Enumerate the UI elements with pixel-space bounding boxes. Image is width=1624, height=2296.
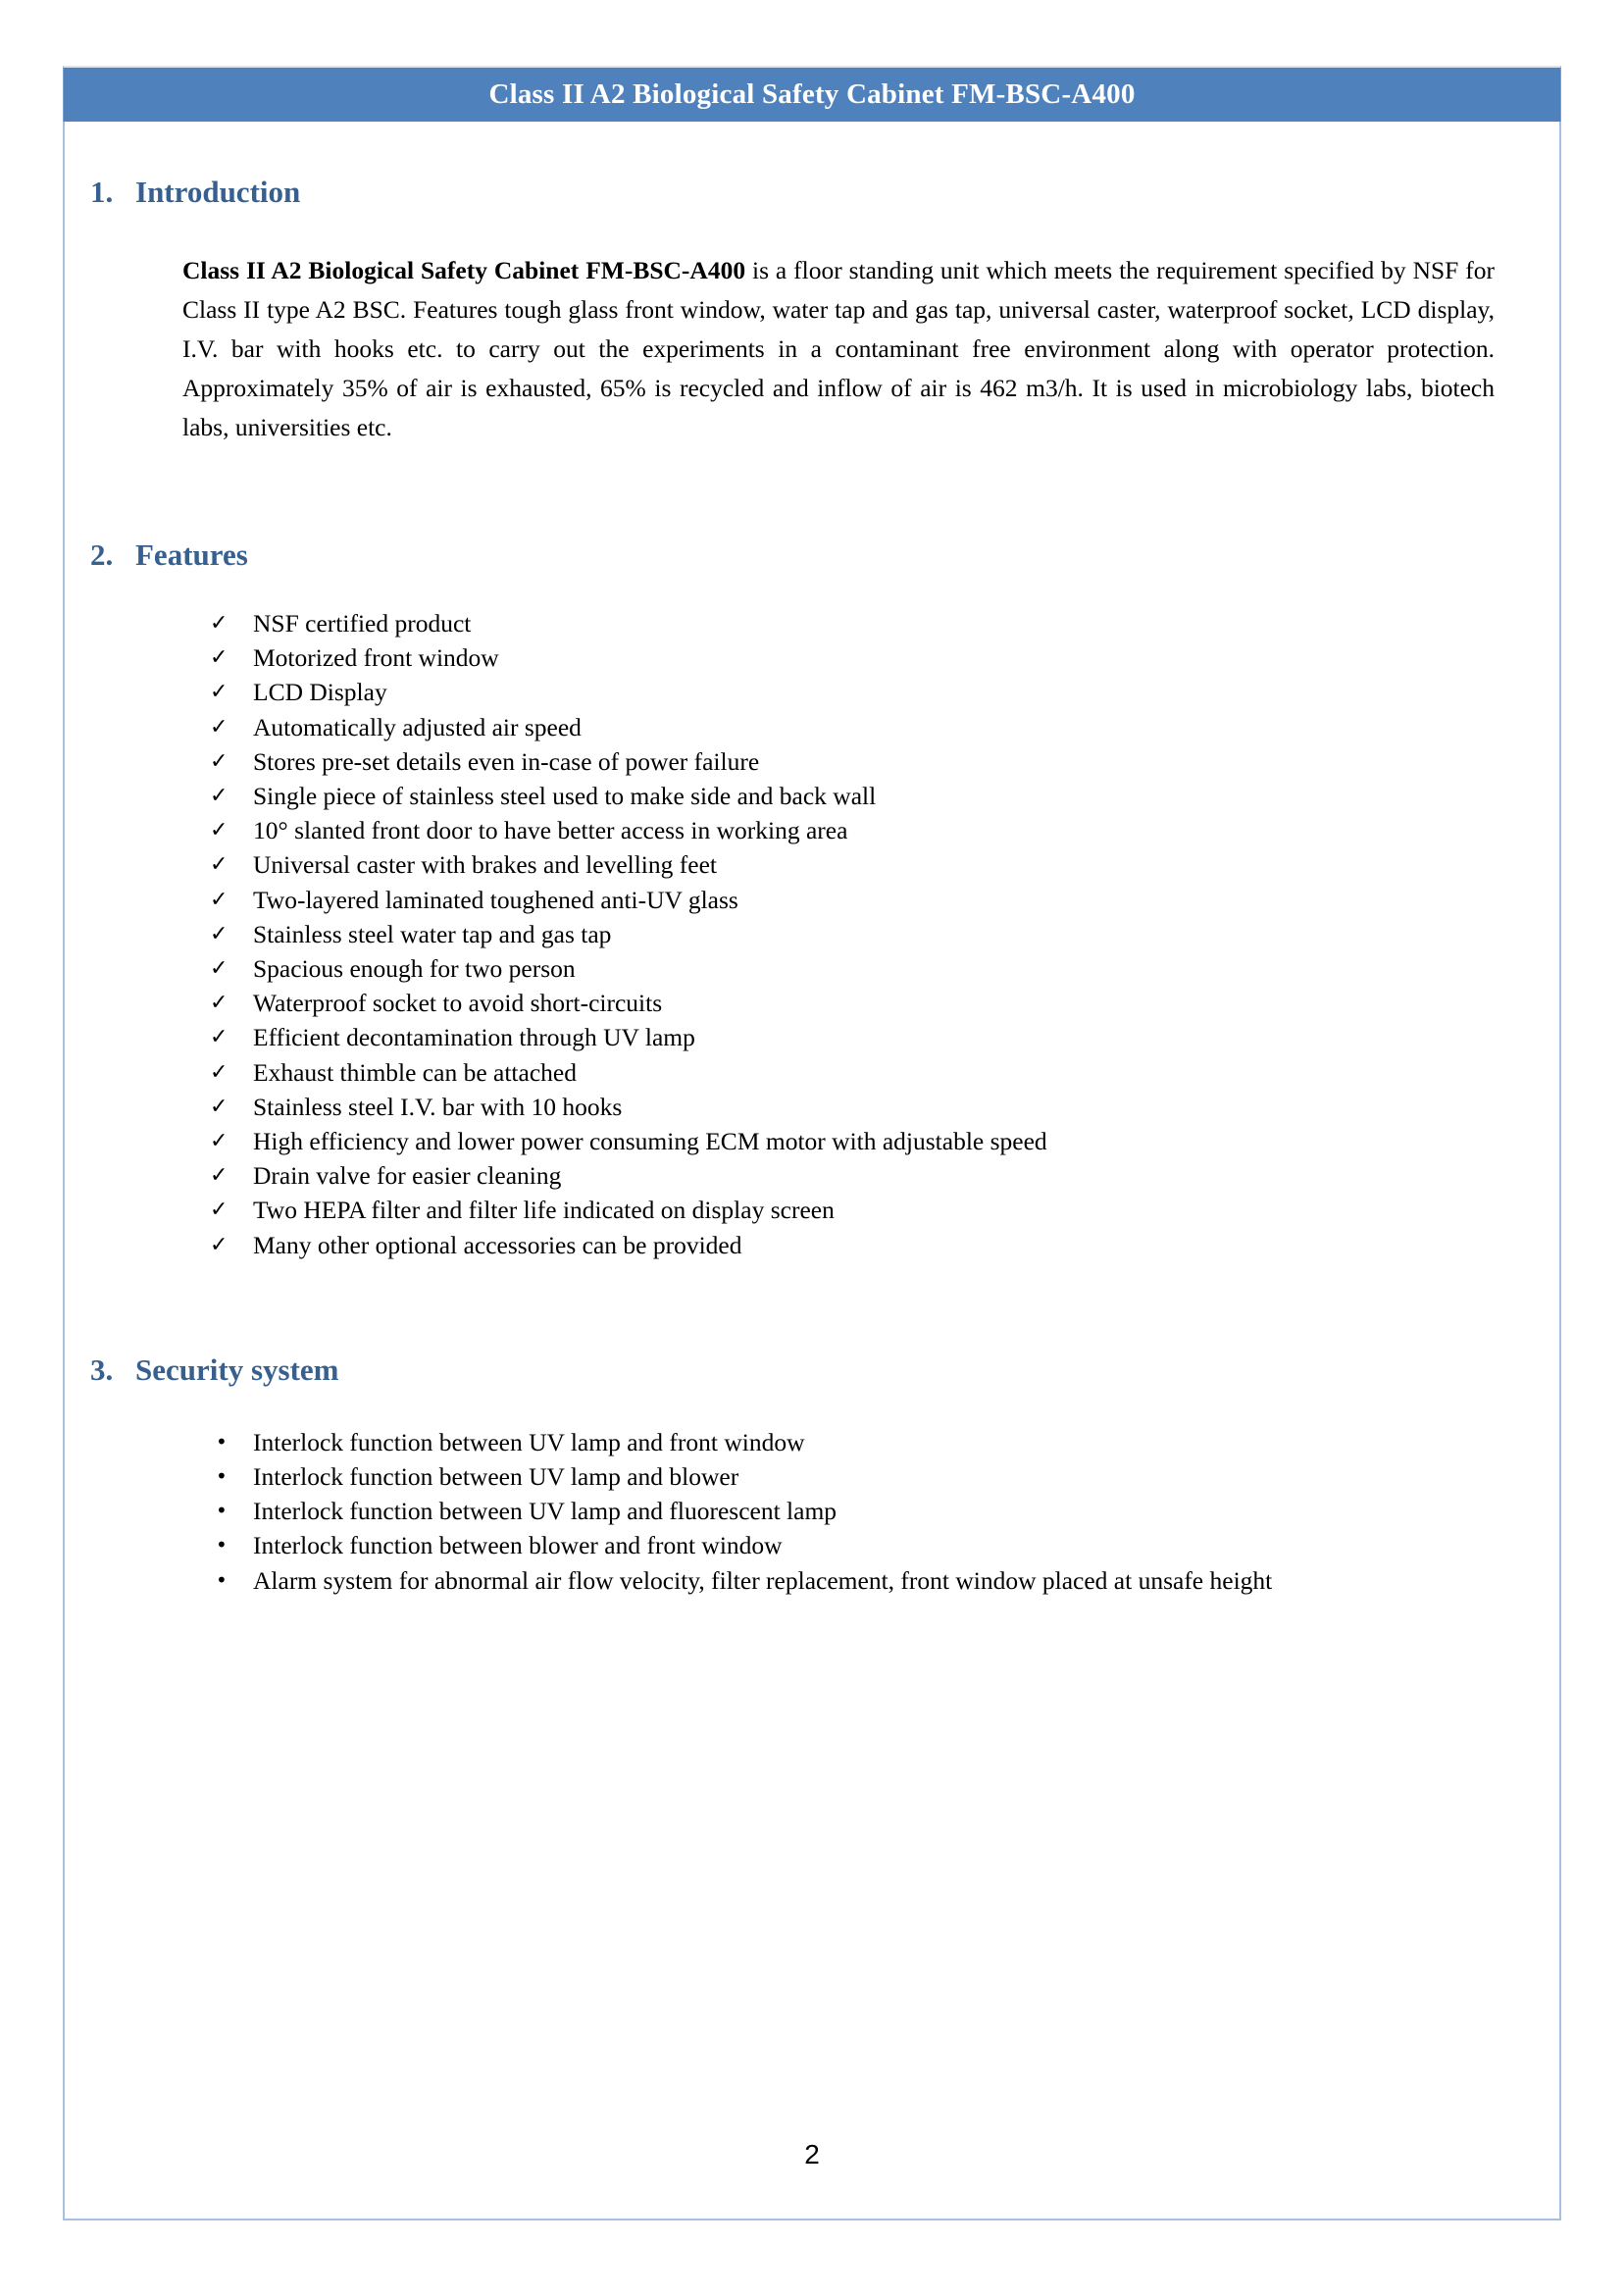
list-item (210, 1124, 1561, 1158)
list-item-label: Interlock function between blower and front window (253, 1531, 783, 1560)
document-header-band (63, 66, 1561, 122)
list-item (210, 1425, 1561, 1459)
checkmark-icon: ✓ (210, 991, 228, 1016)
list-item-label: Exhaust thimble can be attached (253, 1057, 577, 1087)
bullet-icon: • (216, 1499, 228, 1523)
list-item-label: Interlock function between UV lamp and front window (253, 1427, 805, 1456)
section-introduction (90, 175, 1561, 447)
list-item-label: 10° slanted front door to have better access in working area (253, 816, 848, 845)
checkmark-icon: ✓ (210, 1163, 228, 1189)
list-item-label: Universal caster with brakes and levelling feet (253, 850, 717, 880)
checkmark-icon: ✓ (210, 1059, 228, 1085)
document-title: Class II A2 Biological Safety Cabinet FM-BSC-A400 (488, 78, 1136, 110)
list-item-label: Waterproof socket to avoid short-circuits (253, 989, 663, 1018)
list-item-label: Stores pre-set details even in-case of power failure (253, 746, 760, 776)
list-item (210, 1020, 1561, 1054)
checkmark-icon: ✓ (210, 645, 228, 671)
list-item (210, 813, 1561, 847)
checkmark-icon: ✓ (210, 1232, 228, 1257)
checkmark-icon: ✓ (210, 1094, 228, 1119)
list-item-label: Alarm system for abnormal air flow velocity, filter replacement, front window placed at unsafe height (253, 1565, 1273, 1595)
list-item (210, 640, 1561, 675)
checkmark-icon: ✓ (210, 921, 228, 946)
list-item (210, 1193, 1561, 1227)
heading-title-introduction: Introduction (135, 175, 301, 209)
list-item (210, 779, 1561, 813)
checkmark-icon: ✓ (210, 611, 228, 636)
checkmark-icon: ✓ (210, 784, 228, 809)
checkmark-icon: ✓ (210, 956, 228, 982)
checkmark-icon: ✓ (210, 748, 228, 774)
list-item (210, 951, 1561, 986)
checkmark-icon: ✓ (210, 714, 228, 740)
checkmark-icon: ✓ (210, 1198, 228, 1223)
list-item (210, 883, 1561, 917)
bullet-icon: • (216, 1464, 228, 1489)
list-item-label: High efficiency and lower power consuming ECM motor with adjustable speed (253, 1127, 1047, 1156)
list-item-label: Efficient decontamination through UV lamp (253, 1023, 695, 1052)
list-item (210, 1090, 1561, 1124)
list-item-label: Motorized front window (253, 643, 499, 673)
list-item (210, 1228, 1561, 1262)
introduction-paragraph (182, 251, 1495, 447)
list-item-label: LCD Display (253, 678, 387, 707)
checkmark-icon: ✓ (210, 1129, 228, 1154)
list-item (210, 710, 1561, 744)
list-item (210, 675, 1561, 709)
checkmark-icon: ✓ (210, 887, 228, 912)
list-item-label: Automatically adjusted air speed (253, 712, 582, 741)
list-item (210, 744, 1561, 779)
list-item-label: Interlock function between UV lamp and blower (253, 1462, 739, 1492)
page-number: 2 (804, 2139, 820, 2169)
list-item-label: Interlock function between UV lamp and fluorescent lamp (253, 1497, 837, 1526)
heading-security-system (90, 1352, 1561, 1388)
list-item-label: Stainless steel I.V. bar with 10 hooks (253, 1092, 623, 1121)
list-item-label: Two HEPA filter and filter life indicated on display screen (253, 1196, 835, 1225)
list-item-label: Stainless steel water tap and gas tap (253, 919, 612, 948)
list-item (210, 1563, 1561, 1598)
list-item (210, 1459, 1561, 1494)
list-item-label: Drain valve for easier cleaning (253, 1161, 562, 1191)
list-item-label: Two-layered laminated toughened anti-UV glass (253, 885, 738, 914)
list-item (210, 1528, 1561, 1562)
list-item-label: NSF certified product (253, 609, 472, 638)
checkmark-icon: ✓ (210, 1025, 228, 1050)
introduction-body-text: is a floor standing unit which meets the requirement specified by NSF for Class II type A2 BSC. Features tough glass front window, water tap and gas tap, universal caster, waterproof socket, LCD display, I.V. bar with hooks etc. to carry out the experiments in a contaminant free environment along with operator protection. Approximately 35% of air is exhausted, 65% is recycled and inflow of air is 462 m3/h. It is used in microbiology labs, biotech labs, universities etc. (182, 256, 1495, 441)
heading-number-security-system: 3. (90, 1352, 114, 1387)
checkmark-icon: ✓ (210, 818, 228, 843)
heading-title-security-system: Security system (135, 1352, 339, 1387)
checkmark-icon: ✓ (210, 680, 228, 705)
list-item (210, 606, 1561, 640)
section-security-system (90, 1352, 1561, 1598)
checkmark-icon: ✓ (210, 852, 228, 878)
heading-number-introduction: 1. (90, 175, 114, 209)
introduction-lead-bold: Class II A2 Biological Safety Cabinet FM-BSC-A400 (182, 256, 746, 284)
list-item-label: Many other optional accessories can be provided (253, 1230, 742, 1259)
list-item (210, 1158, 1561, 1193)
bullet-icon: • (216, 1567, 228, 1592)
document-body (63, 122, 1561, 2220)
heading-features (90, 537, 1561, 573)
features-list (210, 606, 1561, 1262)
bullet-icon: • (216, 1429, 228, 1454)
section-features (90, 537, 1561, 1262)
bullet-icon: • (216, 1533, 228, 1557)
list-item-label: Spacious enough for two person (253, 954, 576, 984)
list-item-label: Single piece of stainless steel used to make side and back wall (253, 782, 877, 811)
heading-title-features: Features (135, 537, 248, 572)
heading-number-features: 2. (90, 537, 114, 572)
security-system-list (210, 1425, 1561, 1598)
list-item (210, 986, 1561, 1020)
list-item (210, 917, 1561, 951)
list-item (210, 1494, 1561, 1528)
list-item (210, 1055, 1561, 1090)
list-item (210, 847, 1561, 882)
heading-introduction (90, 175, 1561, 210)
